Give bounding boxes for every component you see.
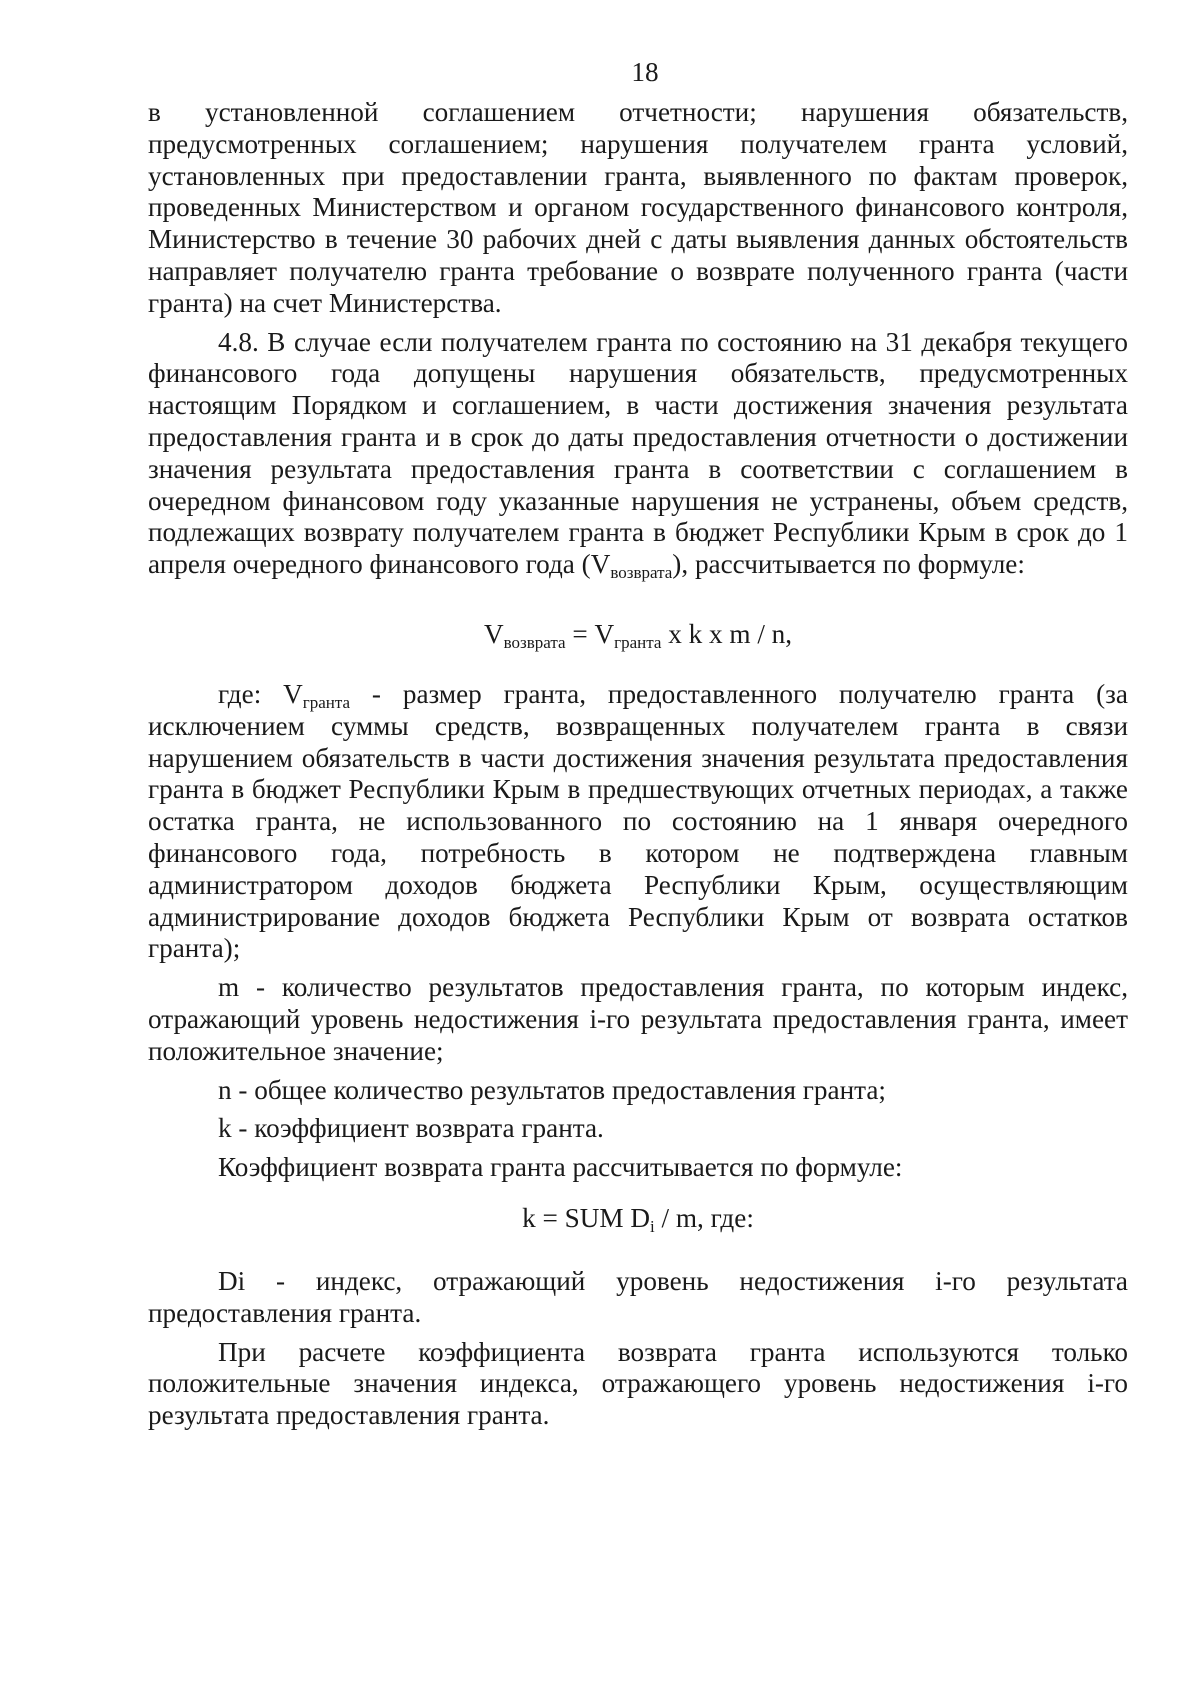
body-top: [148, 97, 1128, 581]
paragraph-where-definition: где: $V_{гранта}$ - размер гранта, предоставленного получателю гранта (за исключением суммы средств, возвращенных получателем гранта в связи нарушением обязательств в части достижения значения результата предоставления гранта в бюджет Республики Крым в предшествующих отчетных периодах, а также остатка гранта, не использованного по состоянию на 1 января очередного финансового года, потребность в котором не подтверждена главным администратором доходов бюджета Республики Крым, осуществляющим администрирование доходов бюджета Республики Крым от возврата остатков гранта);: [148, 679, 1128, 964]
paragraph-coefficient-intro: Коэффициент возврата гранта рассчитывается по формуле:: [218, 1152, 903, 1183]
formula-return-volume-block: [148, 619, 1128, 651]
formula-return-volume: $V_{возврата} = V_{гранта}$ x k x m / n,: [483, 619, 793, 652]
body-middle: [148, 679, 1128, 1184]
paragraph-continuation: в установленной соглашением отчетности; нарушения обязательств, предусмотренных соглашением; нарушения получателем гранта условий, установленных при предоставлении гранта, выявленного по фактам проверок, проведенных Министерством и органом государственного финансового контроля, Министерство в течение 30 рабочих дней с даты выявления данных обстоятельств направляет получателю гранта требование о возврате полученного гранта (части гранта) на счет Министерства.: [148, 97, 1128, 318]
paragraph-4-8: 4.8. В случае если получателем гранта по состоянию на 31 декабря текущего финансового года допущены нарушения обязательств, предусмотренных настоящим Порядком и соглашением, в части достижения значения результата предоставления гранта и в срок до даты предоставления отчетности о достижении значения результата предоставления гранта в соответствии с соглашением в очередном финансовом году указанные нарушения не устранены, объем средств, подлежащих возврату получателем гранта в бюджет Республики Крым в срок до 1 апреля очередного финансового года $(V_{возврата})$, рассчитывается по формуле:: [148, 326, 1128, 583]
formula-coefficient-block: [148, 1203, 1128, 1235]
formula-coefficient: k = SUM $D_i$ / m, где:: [522, 1203, 754, 1236]
paragraph-m-definition: m - количество результатов предоставления гранта, по которым индекс, отражающий уровень недостижения i-го результата предоставления гранта, имеет положительное значение;: [148, 972, 1128, 1066]
paragraph-di-definition: Di - индекс, отражающий уровень недостижения i-го результата предоставления гранта.: [148, 1266, 1128, 1328]
page-number: 18: [631, 57, 659, 87]
body-bottom: [148, 1266, 1128, 1432]
paragraph-k-definition: k - коэффициент возврата гранта.: [218, 1113, 604, 1144]
paragraph-n-definition: n - общее количество результатов предоставления гранта;: [218, 1074, 886, 1105]
paragraph-calculation-note: При расчете коэффициента возврата гранта используются только положительные значения индекса, отражающего уровень недостижения i-го результата предоставления гранта.: [148, 1336, 1128, 1431]
